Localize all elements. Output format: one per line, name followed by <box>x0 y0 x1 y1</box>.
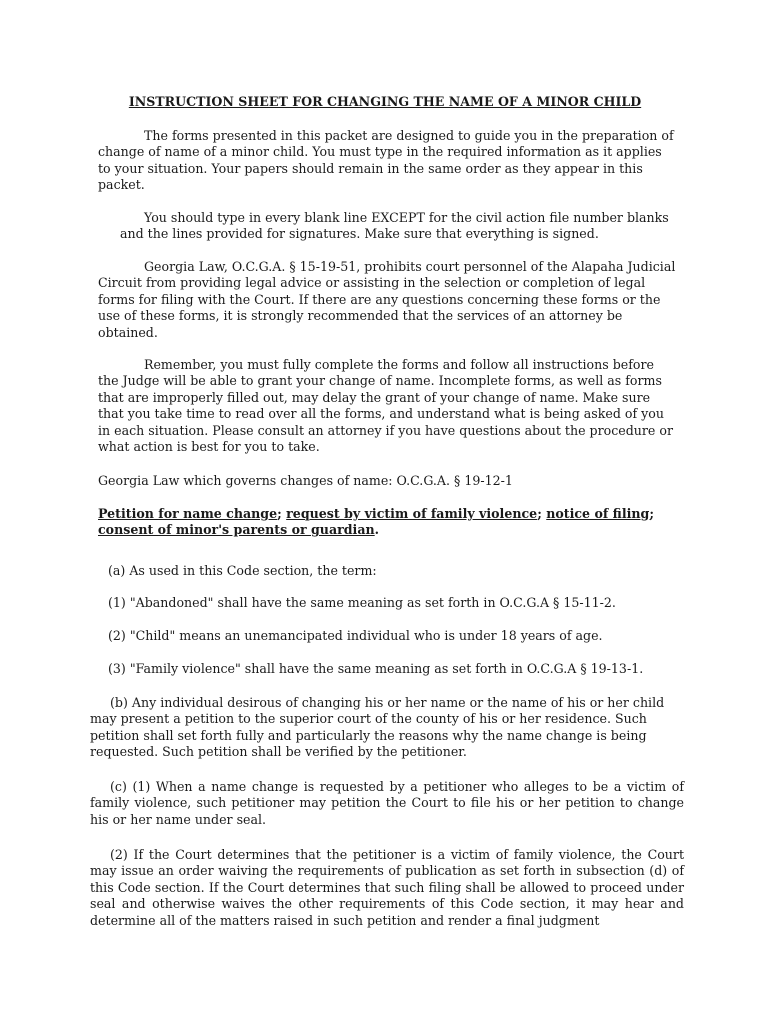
law-definition-abandoned: (1) "Abandoned" shall have the same meaning as set forth in O.C.G.A § 15-11-2. <box>108 595 616 610</box>
law-subsection-c1: (c) (1) When a name change is requested by a petitioner who alleges to be a victim of family violence, such petitioner may petition the Court to file his or her petition to change his or her name under seal. <box>90 779 684 827</box>
law-subsection-b: (b) Any individual desirous of changing his or her name or the name of his or her child may present a petition to the superior court of the county of his or her residence. Such petition shall set forth fully and particularly the reasons why the name change is being requested. Such petition shall be verified by the petitioner. <box>90 695 665 760</box>
typing-instructions-paragraph: You should type in every blank line EXCEPT for the civil action file number blanks and the lines provided for signatures. Make sure that everything is signed. <box>120 210 669 242</box>
statute-heading: Petition for name change; request by victim of family violence; notice of filing; consent of minor's parents or guardian. <box>98 506 655 538</box>
page-title: INSTRUCTION SHEET FOR CHANGING THE NAME OF A MINOR CHILD <box>128 94 642 109</box>
law-subsection-a: (a) As used in this Code section, the term: <box>108 563 377 578</box>
law-definition-family-violence: (3) "Family violence" shall have the same meaning as set forth in O.C.G.A § 19-13-1. <box>108 661 644 676</box>
intro-paragraph: The forms presented in this packet are designed to guide you in the preparation of change of name of a minor child. You must type in the required information as it applies to your situation. Your papers should remain in the same order as they appear in this packet. <box>98 128 674 193</box>
law-definition-child: (2) "Child" means an unemancipated individual who is under 18 years of age. <box>108 628 603 643</box>
heading-part-1: Petition for name change <box>98 506 278 521</box>
heading-part-3: notice of filing <box>546 506 650 521</box>
reminder-paragraph: Remember, you must fully complete the forms and follow all instructions before the Judge will be able to grant your change of name. Incomplete forms, as well as forms that are improperly filled out, may delay the grant of your change of name. Make sure that you take time to read over all the forms, and understand what is being asked of you in each situation. Please consult an attorney if you have questions about the procedure or what action is best for you to take. <box>98 357 673 455</box>
heading-part-2: request by victim of family violence <box>286 506 538 521</box>
heading-part-4: consent of minor's parents or guardian <box>98 522 375 538</box>
governing-law-line: Georgia Law which governs changes of name: O.C.G.A. § 19-12-1 <box>98 473 513 488</box>
law-subsection-c2: (2) If the Court determines that the petitioner is a victim of family violence, the Court may issue an order waiving the requirements of publication as set forth in subsection (d) of this Code section. If the Court determines that such filing shall be allowed to proceed under seal and otherwise waives the other requirements of this Code section, it may hear and determine all of the matters raised in such petition and render a final judgment <box>90 847 684 928</box>
legal-advice-paragraph: Georgia Law, O.C.G.A. § 15-19-51, prohibits court personnel of the Alapaha Judicial Circuit from providing legal advice or assisting in the selection or completion of legal forms for filing with the Court. If there are any questions concerning these forms or the use of these forms, it is strongly recommended that the services of an attorney be obtained. <box>98 259 676 340</box>
